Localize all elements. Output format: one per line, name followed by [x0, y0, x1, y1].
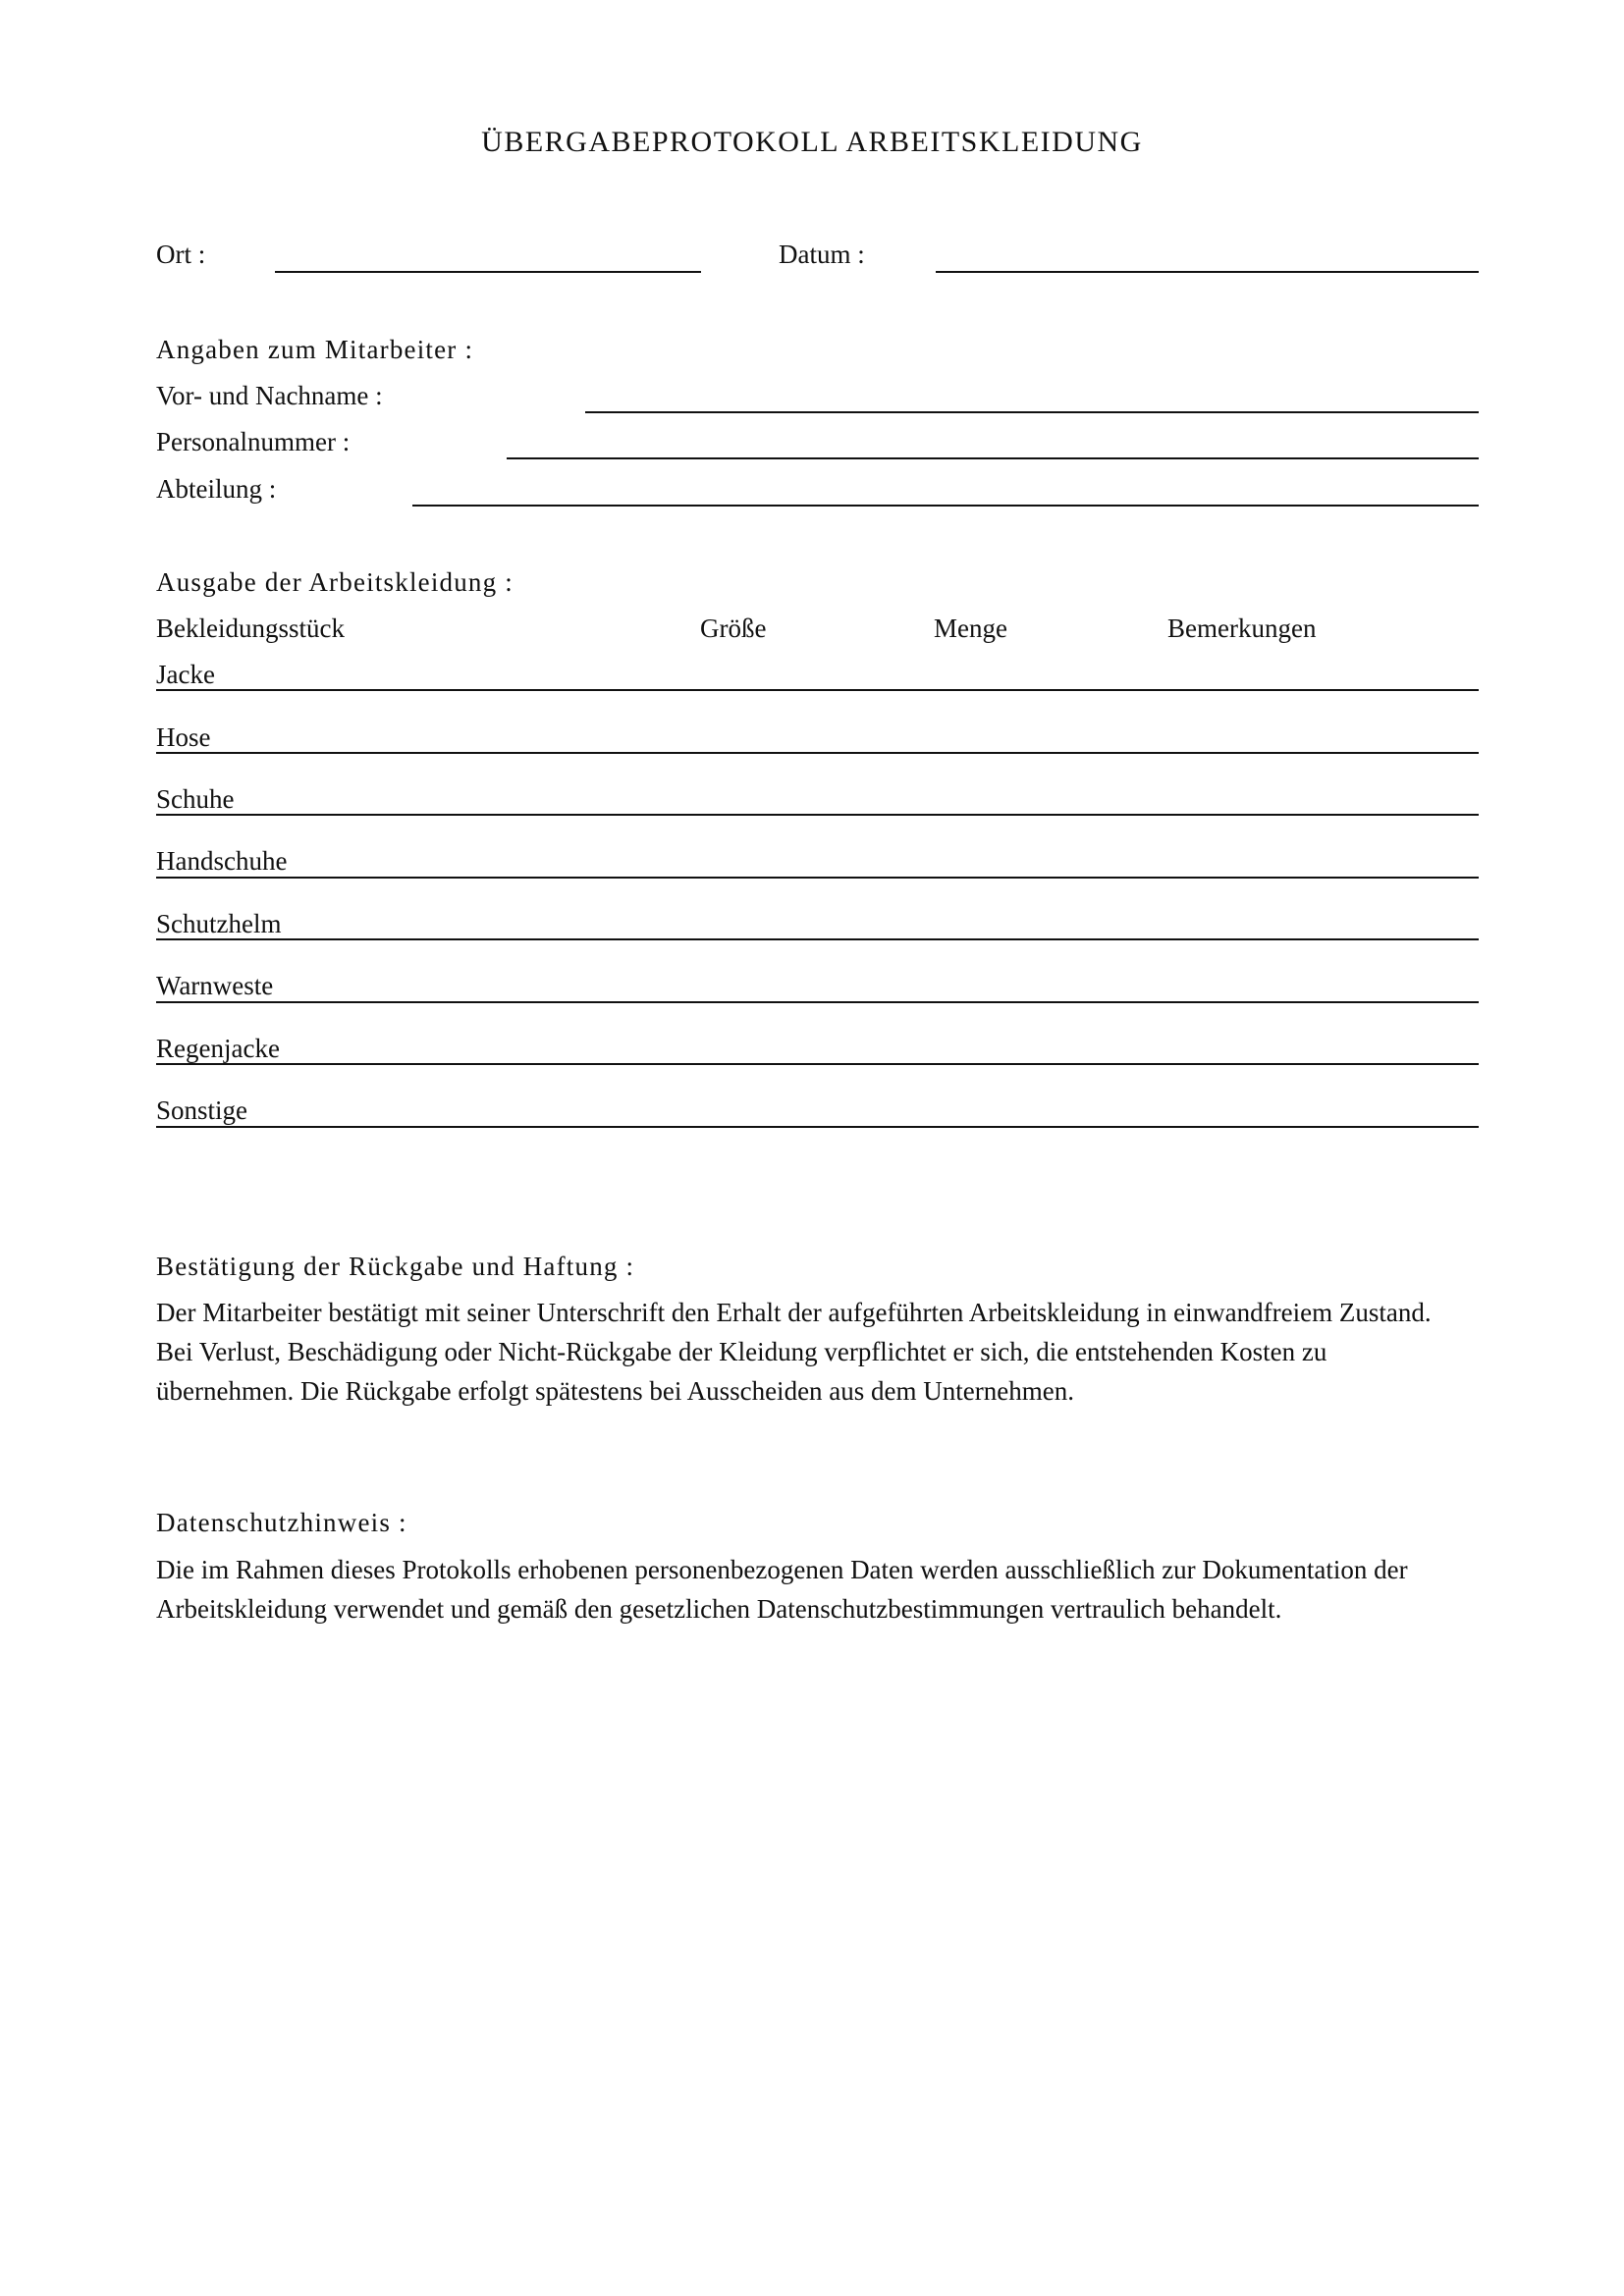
ort-field[interactable] — [275, 271, 701, 273]
issue-section-heading: Ausgabe der Arbeitskleidung : — [156, 567, 514, 597]
name-label: Vor- und Nachname : — [156, 381, 383, 410]
privacy-heading: Datenschutzhinweis : — [156, 1508, 407, 1537]
ort-label: Ort : — [156, 240, 206, 269]
employee-section-heading: Angaben zum Mitarbeiter : — [156, 335, 474, 364]
confirmation-text — [156, 1293, 1491, 1411]
datum-label: Datum : — [779, 240, 865, 269]
clothing-row-line[interactable] — [156, 689, 1479, 691]
confirmation-line: Der Mitarbeiter bestätigt mit seiner Unterschrift den Erhalt der aufgeführten Arbeitskleidung in einwandfreiem Zustand. — [156, 1298, 1432, 1327]
privacy-line: Die im Rahmen dieses Protokolls erhobenen personenbezogenen Daten werden ausschließlich zur Dokumentation der — [156, 1555, 1408, 1584]
department-field[interactable] — [412, 505, 1479, 507]
clothing-row-line[interactable] — [156, 1126, 1479, 1128]
clothing-row-label: Hose — [156, 722, 211, 752]
confirmation-line: übernehmen. Die Rückgabe erfolgt spätestens bei Ausscheiden aus dem Unternehmen. — [156, 1376, 1074, 1406]
datum-field[interactable] — [936, 271, 1479, 273]
column-header-size: Größe — [700, 614, 767, 643]
privacy-line: Arbeitskleidung verwendet und gemäß den gesetzlichen Datenschutzbestimmungen vertraulich behandelt. — [156, 1594, 1282, 1624]
clothing-row-label: Schuhe — [156, 784, 235, 814]
clothing-row-line[interactable] — [156, 1063, 1479, 1065]
confirmation-heading: Bestätigung der Rückgabe und Haftung : — [156, 1252, 635, 1281]
clothing-row-line[interactable] — [156, 877, 1479, 879]
personnel-number-label: Personalnummer : — [156, 427, 351, 456]
department-label: Abteilung : — [156, 474, 277, 504]
clothing-row-label: Warnweste — [156, 971, 274, 1000]
column-header-quantity: Menge — [934, 614, 1007, 643]
document-title: ÜBERGABEPROTOKOLL ARBEITSKLEIDUNG — [481, 126, 1143, 158]
clothing-row-line[interactable] — [156, 814, 1479, 816]
column-header-item: Bekleidungsstück — [156, 614, 345, 643]
clothing-row-line[interactable] — [156, 752, 1479, 754]
confirmation-line: Bei Verlust, Beschädigung oder Nicht-Rückgabe der Kleidung verpflichtet er sich, die entstehenden Kosten zu — [156, 1337, 1327, 1366]
clothing-row-line[interactable] — [156, 938, 1479, 940]
name-field[interactable] — [585, 411, 1479, 413]
clothing-row-label: Handschuhe — [156, 846, 288, 876]
clothing-row-label: Sonstige — [156, 1095, 248, 1125]
clothing-row-label: Regenjacke — [156, 1034, 280, 1063]
clothing-row-label: Jacke — [156, 660, 215, 689]
clothing-row-line[interactable] — [156, 1001, 1479, 1003]
clothing-row-label: Schutzhelm — [156, 909, 282, 938]
personnel-number-field[interactable] — [507, 457, 1479, 459]
privacy-text — [156, 1550, 1491, 1629]
column-header-remarks: Bemerkungen — [1167, 614, 1317, 643]
